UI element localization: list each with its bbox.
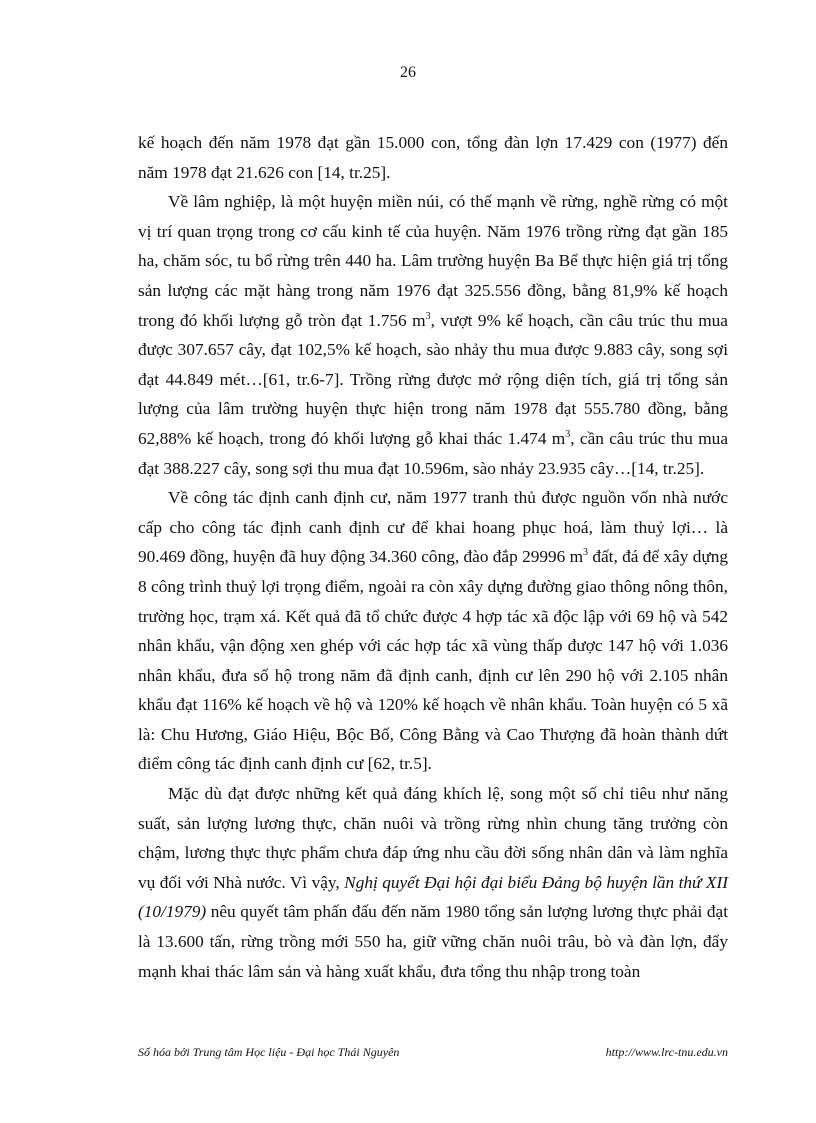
text-run: , cần câu trúc thu mua đạt 388.227 cây, song sợi thu mua đạt 10.596m, sào nhảy 23.935 cây…[14, tr.25]. bbox=[138, 428, 728, 478]
paragraph-2 bbox=[138, 187, 728, 483]
italic-title: Nghị quyết Đại hội đại biểu Đảng bộ huyện lần thứ XII (10/1979) bbox=[138, 872, 728, 922]
text-run: , vượt 9% kế hoạch, cần câu trúc thu mua được 307.657 cây, đạt 102,5% kế hoạch, sào nhảy thu mua được 9.883 cây, song sợi đạt 44.849 mét…[61, tr.6-7]. Trồng rừng được mở rộng diện tích, giá trị tổng sản lượng của lâm trường huyện thực hiện trong năm 1978 đạt 555.780 đồng, bằng 62,88% kế hoạch, trong đó khối lượng gỗ khai thác 1.474 m bbox=[138, 310, 728, 448]
text-run: Mặc dù đạt được những kết quả đáng khích lệ, song một số chỉ tiêu như năng suất, sản lượng lương thực, chăn nuôi và trồng rừng nhìn chung tăng trưởng còn chậm, lương thực thực phẩm chưa đáp ứng nhu cầu đời sống nhân dân và làm nghĩa vụ đối với Nhà nước. Vì vậy, bbox=[138, 784, 728, 892]
paragraph-3 bbox=[138, 483, 728, 779]
superscript: 3 bbox=[583, 547, 589, 559]
text-run: đất, đá để xây dựng 8 công trình thuỷ lợi trọng điểm, ngoài ra còn xây dựng đường giao thông nông thôn, trường học, trạm xá. Kết quả đã tổ chức được 4 hợp tác xã độc lập với 69 hộ và 542 nhân khẩu, vận động xen ghép với các hợp tác xã vùng thấp được 147 hộ với 1.036 nhân khẩu, đưa số hộ trong năm đã định canh, định cư lên 290 hộ với 2.105 nhân khẩu đạt 116% kế hoạch về hộ và 120% kế hoạch về nhân khẩu. Toàn huyện có 5 xã là: Chu Hương, Giáo Hiệu, Bộc Bố, Công Bằng và Cao Thượng đã hoàn thành dứt điểm công tác định canh định cư [62, tr.5]. bbox=[138, 547, 728, 774]
page-number: 26 bbox=[400, 64, 416, 81]
paragraph-4 bbox=[138, 779, 728, 986]
text-run: Về lâm nghiệp, là một huyện miền núi, có thế mạnh về rừng, nghề rừng có một vị trí quan trọng trong cơ cấu kinh tế của huyện. Năm 1976 trồng rừng đạt gần 185 ha, chăm sóc, tu bổ rừng trên 440 ha. Lâm trường huyện Ba Bể thực hiện giá trị tổng sản lượng các mặt hàng trong năm 1976 đạt 325.556 đồng, bằng 81,9% kế hoạch trong đó khối lượng gỗ tròn đạt 1.756 m bbox=[138, 192, 728, 330]
paragraph-1 bbox=[138, 128, 728, 187]
text-run: kế hoạch đến năm 1978 đạt gần 15.000 con, tổng đàn lợn 17.429 con (1977) đến năm 1978 đạt 21.626 con [14, tr.25]. bbox=[138, 133, 728, 182]
superscript: 3 bbox=[565, 428, 571, 440]
superscript: 3 bbox=[425, 310, 431, 322]
footer bbox=[138, 1045, 728, 1060]
footer-source: Số hóa bởi Trung tâm Học liệu - Đại học Thái Nguyên bbox=[138, 1045, 400, 1059]
body-text bbox=[138, 128, 728, 986]
footer-url: http://www.lrc-tnu.edu.vn bbox=[605, 1045, 728, 1059]
text-run: nêu quyết tâm phấn đấu đến năm 1980 tổng sản lượng lương thực phải đạt là 13.600 tấn, rừng trồng mới 550 ha, giữ vững chăn nuôi trâu, bò và đàn lợn, đẩy mạnh khai thác lâm sản và hàng xuất khẩu, đưa tổng thu nhập trong toàn bbox=[138, 902, 728, 981]
text-run: Về công tác định canh định cư, năm 1977 tranh thủ được nguồn vốn nhà nước cấp cho công tác định canh định cư để khai hoang phục hoá, làm thuỷ lợi… là 90.469 đồng, huyện đã huy động 34.360 công, đào đắp 29996 m bbox=[138, 488, 728, 567]
